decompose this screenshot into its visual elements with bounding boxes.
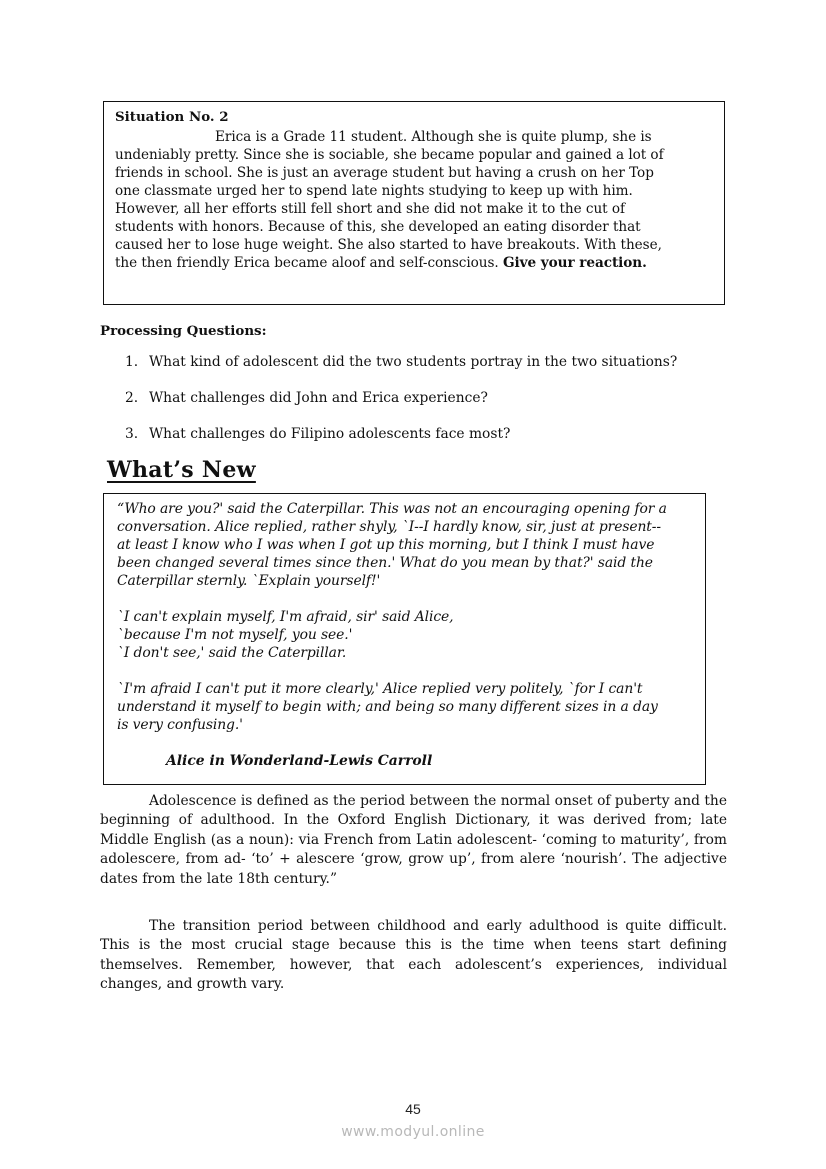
situation-box (103, 101, 725, 305)
question-text: What challenges did John and Erica experience? (149, 390, 488, 406)
quote-paragraph (117, 608, 695, 662)
quote-paragraph (117, 680, 695, 734)
processing-questions-heading: Processing Questions: (100, 323, 267, 339)
question-number: 1. (125, 354, 139, 370)
quote-line: `I'm afraid I can't put it more clearly,' Alice replied very politely, `for I can't (117, 681, 643, 697)
quote-line: Caterpillar sternly. `Explain yourself!' (117, 573, 381, 589)
quote-line: at least I know who I was when I got up this morning, but I think I must have (117, 537, 655, 553)
question-item (125, 353, 677, 371)
situation-line: the then friendly Erica became aloof and self-conscious. (115, 255, 503, 271)
question-number: 3. (125, 426, 139, 442)
situation-line: However, all her efforts still fell short and she did not make it to the cut of (115, 201, 625, 217)
quote-line: “Who are you?' said the Caterpillar. This was not an encouraging opening for a (117, 501, 667, 517)
spacer (117, 590, 695, 608)
quote-source: Alice in Wonderland-Lewis Carroll (166, 753, 433, 769)
situation-line: undeniably pretty. Since she is sociable, she became popular and gained a lot of (115, 147, 664, 163)
situation-text (115, 128, 714, 272)
body-paragraph: The transition period between childhood and early adulthood is quite difficult. This is the most crucial stage because this is the time when teens start defining themselves. Remember, however, that each adolescent’s experiences, individual changes, and growth vary. (100, 918, 727, 993)
quote-line: been changed several times since then.' What do you mean by that?' said the (117, 555, 653, 571)
spacer (117, 734, 695, 752)
quote-line: understand it myself to begin with; and being so many different sizes in a day (117, 699, 658, 715)
situation-line: caused her to lose huge weight. She also started to have breakouts. With these, (115, 237, 662, 253)
situation-line: Erica is a Grade 11 student. Although she is quite plump, she is (215, 129, 652, 145)
situation-emphasis: Give your reaction. (502, 255, 647, 271)
page-number: 45 (405, 1101, 421, 1117)
quote-paragraph (117, 500, 695, 590)
spacer (117, 662, 695, 680)
processing-questions (100, 323, 740, 442)
quote-line: is very confusing.' (117, 717, 243, 733)
situation-line: students with honors. Because of this, she developed an eating disorder that (115, 219, 641, 235)
question-item (125, 425, 510, 443)
quote-line: `because I'm not myself, you see.' (117, 627, 353, 643)
situation-line: friends in school. She is just an average student but having a crush on her Top (115, 165, 654, 181)
quote-line: `I don't see,' said the Caterpillar. (117, 645, 347, 661)
quote-line: `I can't explain myself, I'm afraid, sir' said Alice, (117, 609, 454, 625)
question-text: What kind of adolescent did the two students portray in the two situations? (149, 354, 678, 370)
situation-title: Situation No. 2 (115, 109, 229, 125)
section-title-whats-new: What’s New (107, 457, 256, 483)
question-item (125, 389, 488, 407)
watermark: www.modyul.online (341, 1124, 485, 1140)
quote-line: conversation. Alice replied, rather shyly, `I--I hardly know, sir, just at present-- (117, 519, 661, 535)
question-text: What challenges do Filipino adolescents face most? (149, 426, 511, 442)
body-paragraph: Adolescence is defined as the period between the normal onset of puberty and the beginning of adulthood. In the Oxford English Dictionary, it was derived from; late Middle English (as a noun): via French from Latin adolescent- ‘coming to maturity’, from adolescere, from ad- ‘to’ + alescere ‘grow, grow up’, from alere ‘nourish’. The adjective dates from the late 18th century.” (100, 793, 727, 887)
situation-line: one classmate urged her to spend late nights studying to keep up with him. (115, 183, 633, 199)
quote-box (103, 493, 706, 785)
question-number: 2. (125, 390, 139, 406)
